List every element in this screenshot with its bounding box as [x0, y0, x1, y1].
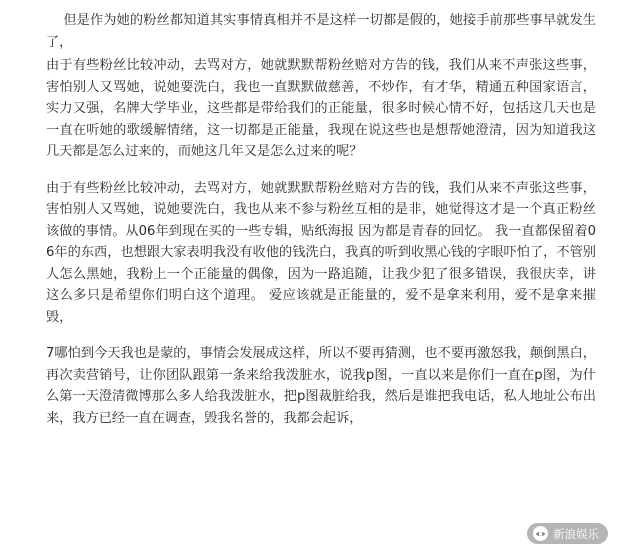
- paragraph-2: 由于有些粉丝比较冲动，去骂对方，她就默默帮粉丝赔对方告的钱，我们从来不声张这些事，害怕别人又骂她，说她要洗白，我也一直默默做慈善，不炒作，有才华，精通五种国家语言，实力又强，名牌大学毕业，这些都是带给我们的正能量，很多时候心情不好，包括这几天也是一直在听她的歌缓解情绪，这一切都是正能量，我现在说这些也是想帮她澄清，因为知道我这几天都是怎么过来的，而她这几年又是怎么过来的呢？: [46, 58, 596, 159]
- paragraph-1: 但是作为她的粉丝都知道其实事情真相并不是这样一切都是假的，她接手前那些事早就发生了，: [46, 13, 596, 50]
- watermark-badge: [527, 523, 608, 544]
- paragraph-spacer-3: [46, 328, 596, 343]
- paragraph-3: 由于有些粉丝比较冲动，去骂对方，她就默默帮粉丝赔对方告的钱，我们从来不声张这些事，害怕别人又骂她，说她要洗白，我也从来不参与粉丝互相的是非，她觉得这才是一个真正粉丝该做的事情。从06年到现在买的一些专辑，贴纸海报 因为都是青春的回忆。 我一直都保留着06年的东西，也想跟大家表明我没有收他的钱洗白，我真的听到收黑心钱的字眼吓怕了，不管别人怎么黑她，我粉上一个正能量的偶像，因为一路追随，让我少犯了很多错误，我很庆幸，讲这么多只是希望你们明白这个道理。 爱应该就是正能量的，爱不是拿来利用，爱不是拿来摧毁，: [46, 180, 596, 325]
- eye-icon: [533, 526, 548, 541]
- watermark-label: 新浪娱乐: [553, 526, 599, 541]
- paragraph-spacer-2: [46, 163, 596, 178]
- paragraph-4: 7哪怕到今天我也是蒙的，事情会发展成这样，所以不要再猜测，也不要再激怒我，颠倒黑白，再次卖营销号，让你团队跟第一条来给我泼脏水，说我p图，一直以来是你们一直在p图，为什么第一天澄清微博那么多人给我泼脏水，把p图裁脏给我，然后是谁把我电话，私人地址公布出来，我方已经一直在调查，毁我名誉的，我都会起诉，: [46, 346, 596, 426]
